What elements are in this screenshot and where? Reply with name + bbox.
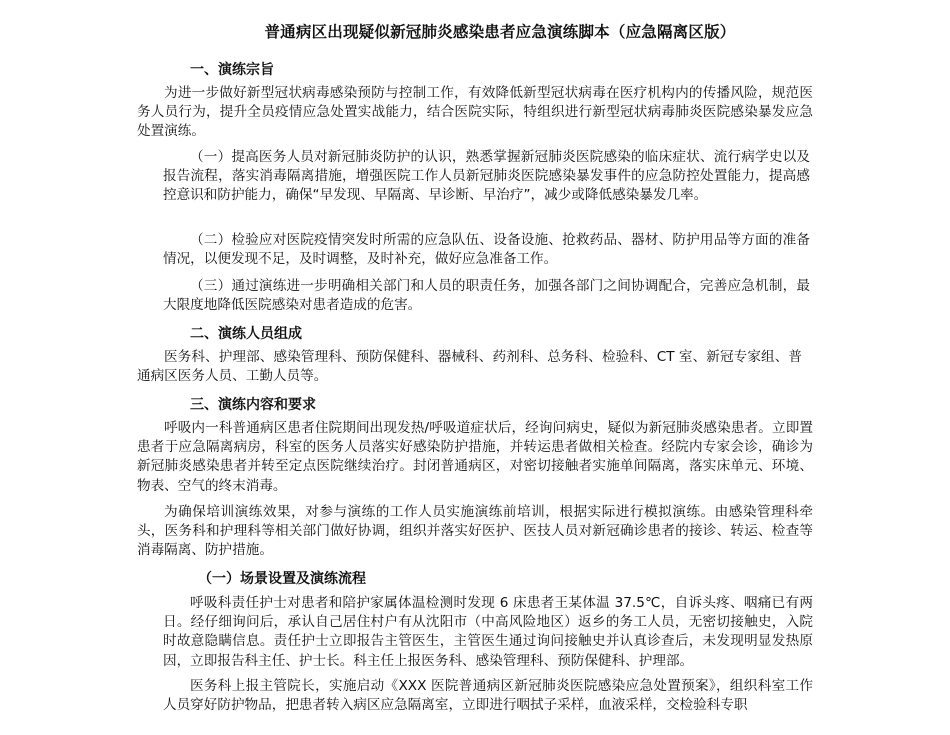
paragraph-purpose-item-2: （二）检验应对医院疫情突发时所需的应急队伍、设备设施、抢救药品、器材、防护用品等方面的准备情况，以便发现不足，及时调整，及时补充，做好应急准备工作。 [163,232,810,268]
paragraph-purpose-intro: 为进一步做好新型冠状病毒感染预防与控制工作，有效降低新型冠状病毒在医疗机构内的传播风险，规范医务人员行为，提升全员疫情应急处置实战能力，结合医院实际，特组织进行新型冠状病毒肺炎医院感染暴发应急处置演练。 [137,85,813,140]
section-heading-content: 三、演练内容和要求 [190,397,316,413]
paragraph-purpose-item-1: （一）提高医务人员对新冠肺炎防护的认识，熟悉掌握新冠肺炎医院感染的临床症状、流行病学史以及报告流程，落实消毒隔离措施，增强医院工作人员新冠肺炎医院感染暴发事件的应急防控处置能力，提高感控意识和防护能力，确保“早发现、早隔离、早诊断、早治疗”，减少或降低感染暴发几率。 [163,149,810,204]
paragraph-personnel: 医务科、护理部、感染管理科、预防保健科、器械科、药剂科、总务科、检验科、CT 室、新冠专家组、普通病区医务人员、工勤人员等。 [137,349,802,385]
paragraph-content-2: 为确保培训演练效果，对参与演练的工作人员实施演练前培训，根据实际进行模拟演练。由感染管理科牵头，医务科和护理科等相关部门做好协调，组织并落实好医护、医技人员对新冠确诊患者的接诊、转运、检查等消毒隔离、防护措施。 [137,504,813,559]
paragraph-purpose-item-3: （三）通过演练进一步明确相关部门和人员的职责任务，加强各部门之间协调配合，完善应急机制，最大限度地降低医院感染对患者造成的危害。 [163,278,810,314]
section-heading-purpose: 一、演练宗旨 [190,62,274,78]
document-title: 普通病区出现疑似新冠肺炎感染患者应急演练脚本（应急隔离区版） [264,23,736,41]
paragraph-content-1: 呼吸内一科普通病区患者住院期间出现发热/呼吸道症状后，经询问病史，疑似为新冠肺炎感染患者。立即置患者于应急隔离病房，科室的医务人员落实好感染防护措施，并转运患者做相关检查。经院内专家会诊，确诊为新冠肺炎感染患者并转至定点医院继续治疗。封闭普通病区，对密切接触者实施单间隔离，落实床单元、环境、物表、空气的终末消毒。 [137,420,813,494]
paragraph-scenario-1: 呼吸科责任护士对患者和陪护家属体温检测时发现 6 床患者王某体温 37.5℃，自诉头疼、咽痛已有两日。经仔细询问后，承认自己居住村户有从沈阳市（中高风险地区）返乡的务工人员，无密切接触史，入院时故意隐瞒信息。责任护士立即报告主管医生，主管医生通过询问接触史并认真诊查后，未发现明显发热原因，立即报告科主任、护士长。科主任上报医务科、感染管理科、预防保健科、护理部。 [163,595,813,669]
section-heading-personnel: 二、演练人员组成 [190,326,302,342]
paragraph-scenario-2: 医务科上报主管院长，实施启动《XXX 医院普通病区新冠肺炎医院感染应急处置预案》，组织科室工作人员穿好防护物品，把患者转入病区应急隔离室，立即进行咽拭子采样，血液采样，交检验科专职 [163,678,813,714]
subsection-heading-scenario: （一）场景设置及演练流程 [198,571,366,587]
